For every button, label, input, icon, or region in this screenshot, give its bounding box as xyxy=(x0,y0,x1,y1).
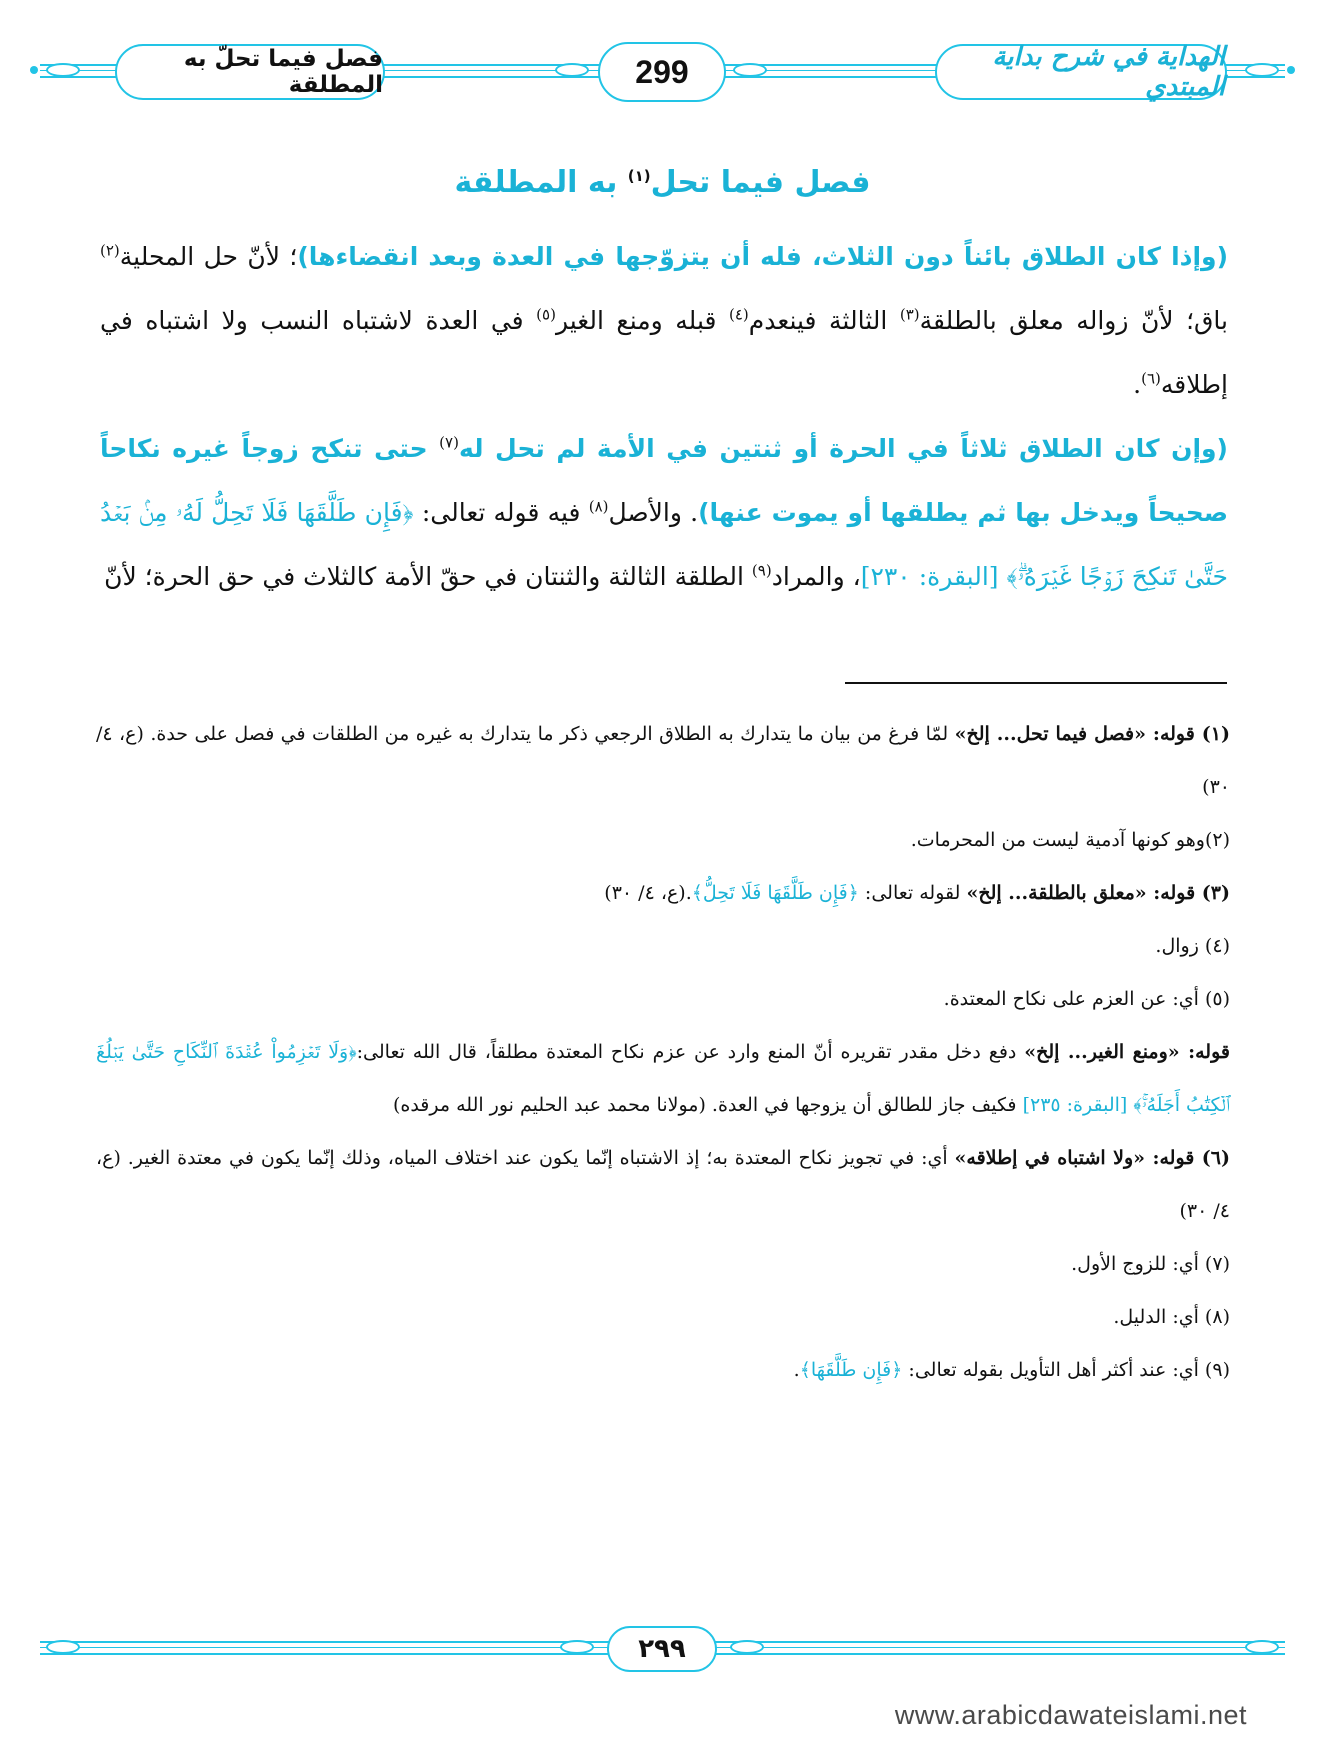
footnote xyxy=(96,920,1230,973)
footnote-text: (٩) أي: عند أكثر أهل التأويل بقوله تعالى: xyxy=(902,1359,1230,1381)
footnote-text: (٥) أي: عن العزم على نكاح المعتدة. xyxy=(943,988,1230,1010)
matn-text: حتى تنكح زوجاً غيره نكاحاً صحيحاً ويدخل بها ثم يطلقها أو يموت عنها) xyxy=(100,434,1228,527)
footnote xyxy=(96,1132,1230,1238)
footnote xyxy=(96,1238,1230,1291)
footnote-ref: (٦) xyxy=(1141,369,1161,388)
footnote-ref: (٩) xyxy=(751,561,772,580)
quran-verse: ﴿فَإِن طَلَّقَهَا﴾ xyxy=(799,1359,903,1381)
quran-verse: ﴿فَإِن طَلَّقَهَا فَلَا تَحِلُّ لَهُۥ مِنۢ بَعۡدُ حَتَّىٰ تَنكِحَ زَوۡجًا غَيۡرَهُۥۗ﴾ [البقرة: ٢٣٠] xyxy=(100,498,1228,591)
center-right-ornament-icon xyxy=(733,63,767,77)
footnote xyxy=(96,1291,1230,1344)
footnote-text: (٨) أي: الدليل. xyxy=(1113,1306,1230,1328)
footnote-ref: (٢) xyxy=(100,241,120,260)
header-book-capsule xyxy=(935,44,1227,100)
paragraph xyxy=(100,417,1228,609)
sharh-text: في العدة لاشتباه النسب ولا اشتباه في إطلاقه xyxy=(100,306,1228,399)
header-chapter-capsule xyxy=(115,44,385,100)
footnote-ref: (٧) xyxy=(439,433,459,452)
sharh-text: . xyxy=(1133,370,1142,399)
footnote-text: لمّا فرغ من بيان ما يتدارك به الطلاق الرجعي ذكر ما يتدارك به غيره من الطلقات في فصل على حدة. (ع، ٤/ ٣٠) xyxy=(96,723,1230,798)
footnote-text: فكيف جاز للطالق أن يزوجها في العدة. (مولانا محمد عبد الحليم نور الله مرقده) xyxy=(392,1094,1023,1116)
footnote-text: (٢)وهو كونها آدمية ليست من المحرمات. xyxy=(910,829,1230,851)
footnote-ref: (٥) xyxy=(536,305,556,324)
footer-page-capsule xyxy=(607,1626,717,1672)
sharh-text: فيه قوله تعالى: xyxy=(413,498,589,527)
quran-verse: ﴿وَلَا تَعۡزِمُواْ عُقۡدَةَ ٱلنِّكَاحِ حَتَّىٰ يَبۡلُغَ ٱلۡكِتَٰبُ أَجَلَهُۥۚ﴾ [البقرة: ٢٣٥] xyxy=(96,1041,1230,1116)
footnote-ref: (٣) xyxy=(899,305,920,324)
header-dot-icon xyxy=(30,66,38,74)
footnote-text: لقوله تعالى: xyxy=(858,882,967,904)
footnote-ref: (٨) xyxy=(588,497,609,516)
center-right-ornament-icon xyxy=(730,1640,764,1654)
section-title-text: به المطلقة xyxy=(454,165,628,200)
footnote-divider xyxy=(845,682,1227,684)
footnote-text: . xyxy=(793,1359,800,1381)
footnote-ref: (١) xyxy=(627,167,651,185)
section-title-text: فصل فيما تحل xyxy=(650,165,871,200)
book-title: الهداية في شرح بداية المبتدي xyxy=(992,42,1225,102)
left-ornament-icon xyxy=(46,1640,80,1654)
left-ornament-icon xyxy=(46,63,80,77)
footnote-label: (١) قوله: «فصل فيما تحل... إلخ» xyxy=(954,723,1231,745)
center-left-ornament-icon xyxy=(555,63,589,77)
sharh-text: ، والمراد xyxy=(771,562,861,591)
right-ornament-icon xyxy=(1245,63,1279,77)
footnote-text: (٧) أي: للزوج الأول. xyxy=(1071,1253,1230,1275)
footnote xyxy=(96,1344,1230,1397)
footer-page-number: ٢٩٩ xyxy=(638,1634,686,1664)
chapter-title: فصل فيما تحلّ به المطلقة xyxy=(183,46,383,98)
section-title xyxy=(0,165,1325,200)
header-page-capsule xyxy=(598,42,726,102)
header-dot-icon xyxy=(1287,66,1295,74)
matn-text: (وإن كان الطلاق ثلاثاً في الحرة أو ثنتين في الأمة لم تحل له xyxy=(458,434,1228,463)
footnote xyxy=(96,973,1230,1026)
footnote-text: دفع دخل مقدر تقريره أنّ المنع وارد عن عزم نكاح المعتدة مطلقاً، قال الله تعالى: xyxy=(356,1041,1025,1063)
sharh-text: الطلقة الثالثة والثنتان في حقّ الأمة كالثلاث في حق الحرة؛ لأنّ xyxy=(104,562,752,591)
footnote-ref: (٤) xyxy=(729,305,749,324)
footnote-text: (٤) زوال. xyxy=(1155,935,1230,957)
footnote-label: (٣) قوله: «معلق بالطلقة... إلخ» xyxy=(966,882,1230,904)
footnote-text: .(ع، ٤/ ٣٠) xyxy=(604,882,692,904)
footnotes xyxy=(96,708,1230,1397)
footnote-label: قوله: «ومنع الغير... إلخ» xyxy=(1024,1041,1230,1063)
page-number: 299 xyxy=(635,53,689,90)
sharh-text: الثالثة فينعدم xyxy=(748,306,900,335)
sharh-text: ؛ لأنّ حل المحلية xyxy=(119,242,298,271)
quran-verse: ﴿فَإِن طَلَّقَهَا فَلَا تَحِلُّ﴾ xyxy=(691,882,859,904)
main-text xyxy=(100,225,1228,609)
footnote xyxy=(96,708,1230,814)
footnote-label: (٦) قوله: «ولا اشتباه في إطلاقه» xyxy=(954,1147,1231,1169)
center-left-ornament-icon xyxy=(560,1640,594,1654)
sharh-text: باق؛ لأنّ زواله معلق بالطلقة xyxy=(919,306,1229,335)
matn-text: (وإذا كان الطلاق بائناً دون الثلاث، فله أن يتزوّجها في العدة وبعد انقضاءها) xyxy=(297,242,1228,271)
sharh-text: . والأصل xyxy=(608,498,699,527)
paragraph xyxy=(100,225,1228,417)
footnote xyxy=(96,867,1230,920)
sharh-text: قبله ومنع الغير xyxy=(555,306,729,335)
footnote-text: أي: في تجويز نكاح المعتدة به؛ إذ الاشتباه إنّما يكون عند اختلاف المياه، وذلك إنّما يكون في معتدة الغير. (ع، ٤/ ٣٠) xyxy=(96,1147,1230,1222)
footnote xyxy=(96,1026,1230,1132)
footnote xyxy=(96,814,1230,867)
right-ornament-icon xyxy=(1245,1640,1279,1654)
website-url: www.arabicdawateislami.net xyxy=(894,1700,1247,1730)
